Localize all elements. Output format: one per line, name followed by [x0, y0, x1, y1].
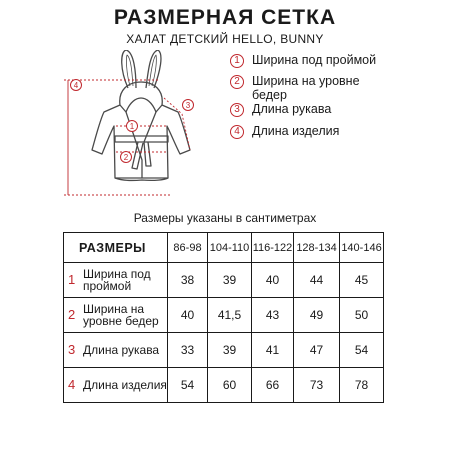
- page-title: РАЗМЕРНАЯ СЕТКА: [113, 6, 337, 29]
- legend-item: [230, 53, 376, 68]
- legend-item: [230, 124, 339, 139]
- table-cell: 41: [252, 333, 294, 368]
- table-cell: 45: [340, 263, 384, 298]
- table-row: [64, 333, 384, 368]
- legend-label: Длина изделия: [252, 124, 340, 138]
- robe-outline: [92, 50, 190, 180]
- table-header-cell: 140-146: [340, 233, 384, 263]
- table-header-cell: 128-134: [294, 233, 340, 263]
- row-label: Длина изделия: [83, 378, 167, 392]
- row-number: 3: [68, 342, 76, 357]
- row-label-cell: [64, 333, 168, 368]
- marker-4: [71, 80, 82, 91]
- table-header-cell: 86-98: [168, 233, 208, 263]
- row-number: 1: [68, 272, 76, 287]
- table-cell: 38: [168, 263, 208, 298]
- table-cell: 54: [168, 368, 208, 403]
- legend-label: Длина рукава: [252, 102, 332, 116]
- legend-item: [230, 74, 360, 102]
- robe-diagram: [60, 50, 230, 200]
- legend-number: 4: [230, 125, 244, 139]
- marker-1: [127, 121, 138, 132]
- legend-label: Ширина на уровне бедер: [252, 74, 360, 102]
- table-cell: 33: [168, 333, 208, 368]
- table-cell: 44: [294, 263, 340, 298]
- row-number: 4: [68, 377, 76, 392]
- units-note: Размеры указаны в сантиметрах: [133, 211, 317, 225]
- legend-number: 2: [230, 75, 244, 89]
- table-row: [64, 298, 384, 333]
- table-cell: 39: [208, 333, 252, 368]
- table-cell: 60: [208, 368, 252, 403]
- table-cell: 40: [168, 298, 208, 333]
- table-header-cell: РАЗМЕРЫ: [64, 233, 168, 263]
- table-cell: 66: [252, 368, 294, 403]
- size-table: [63, 232, 384, 403]
- svg-text:4: 4: [73, 81, 79, 90]
- row-label: Ширина под проймой: [83, 267, 151, 293]
- table-cell: 73: [294, 368, 340, 403]
- marker-3: [183, 100, 194, 111]
- row-label: Ширина на уровне бедер: [83, 302, 159, 328]
- page-subtitle: ХАЛАТ ДЕТСКИЙ HELLO, BUNNY: [126, 32, 324, 46]
- table-cell: 47: [294, 333, 340, 368]
- table-cell: 40: [252, 263, 294, 298]
- table-cell: 39: [208, 263, 252, 298]
- svg-text:3: 3: [185, 101, 191, 110]
- legend-number: 1: [230, 54, 244, 68]
- svg-text:2: 2: [123, 153, 129, 162]
- row-label-cell: [64, 263, 168, 298]
- row-label-cell: [64, 368, 168, 403]
- row-label: Длина рукава: [83, 343, 160, 357]
- table-header-cell: 116-122: [252, 233, 294, 263]
- table-row: [64, 263, 384, 298]
- legend-item: [230, 102, 331, 117]
- table-header-row: [64, 233, 384, 263]
- table-cell: 41,5: [208, 298, 252, 333]
- legend-number: 3: [230, 103, 244, 117]
- svg-text:1: 1: [129, 122, 135, 131]
- legend-label: Ширина под проймой: [252, 53, 377, 67]
- table-cell: 43: [252, 298, 294, 333]
- row-number: 2: [68, 307, 76, 322]
- table-cell: 78: [340, 368, 384, 403]
- marker-2: [121, 152, 132, 163]
- table-header-cell: 104-110: [208, 233, 252, 263]
- table-cell: 54: [340, 333, 384, 368]
- table-cell: 50: [340, 298, 384, 333]
- row-label-cell: [64, 298, 168, 333]
- table-row: [64, 368, 384, 403]
- table-cell: 49: [294, 298, 340, 333]
